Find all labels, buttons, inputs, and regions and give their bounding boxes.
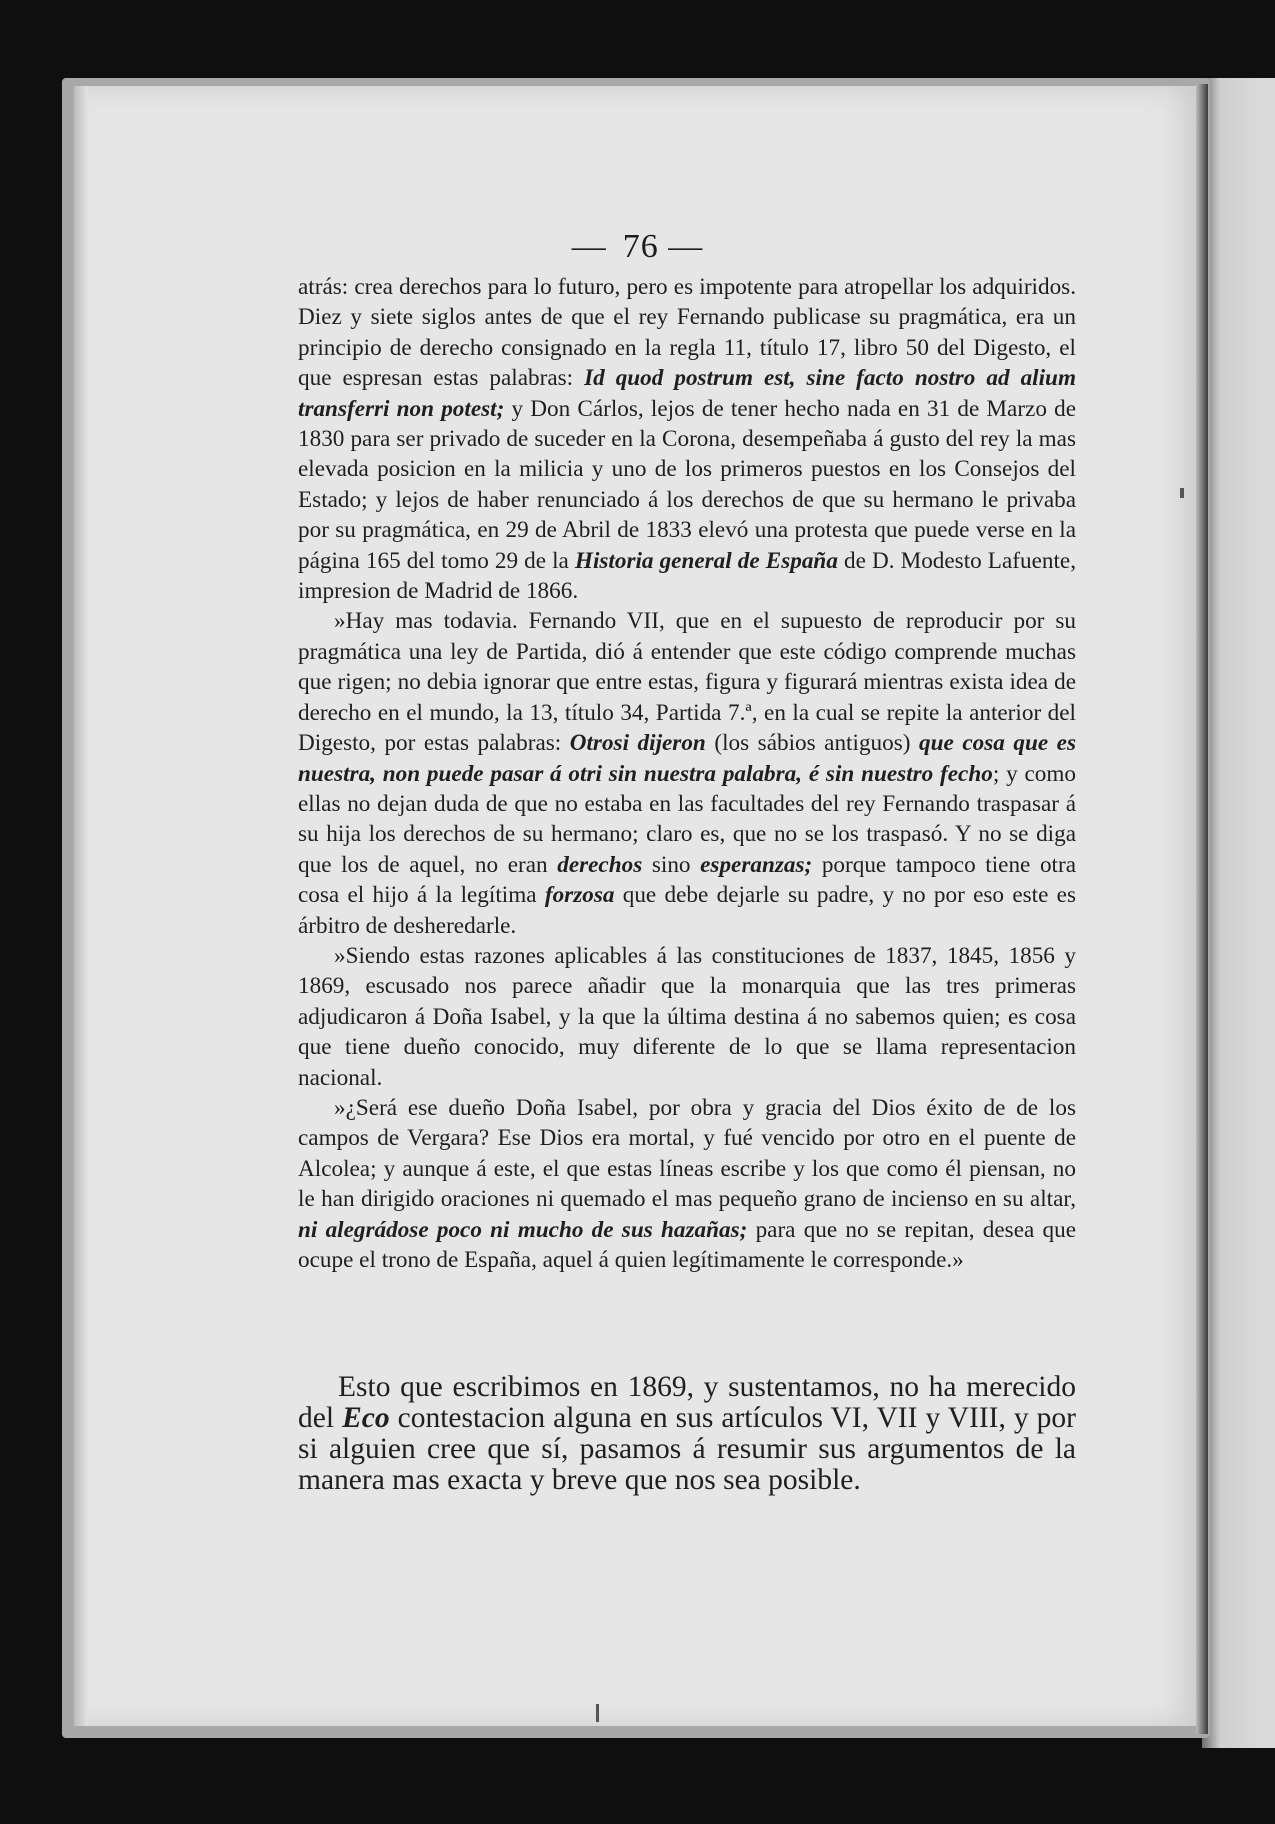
italic-phrase: ni alegrádose poco ni mucho de sus hazañas;	[298, 1216, 748, 1243]
page-number: — 76 —	[571, 228, 704, 265]
text-run: atrás: crea derechos para lo futuro, pero es impotente para atropellar los adquiridos. Diez y siete siglos antes de que el rey Fernando publicase su pragmática, era un principio de derecho consignado en la regla 11, título 17, libro 50 del Digesto, el que espresan estas palabras:	[298, 274, 1076, 392]
text-run: de D. Modesto Lafuente, impresion de Madrid de 1866.	[298, 547, 1076, 605]
text-run: porque tampoco tiene otra cosa el hijo á la legítima	[298, 851, 1077, 909]
text-run: y Don Cárlos, lejos de tener hecho nada en 31 de Marzo de 1830 para ser privado de suceder en la Corona, desempeñaba á gusto del rey la mas elevada posicion en la milicia y uno de los primeros puestos en los Consejos del Estado; y lejos de haber renunciado á los derechos de que su hermano le privaba por su pragmática, en 29 de Abril de 1833 elevó una protesta que puede verse en la página 165 del tomo 29 de la	[298, 395, 1076, 574]
text-run: »Siendo estas razones aplicables á las constituciones de 1837, 1845, 1856 y 1869, escusado nos parece añadir que la monarquia que las tres primeras adjudicaron á Doña Isabel, y la que la última destina á no sabemos quien; es cosa que tiene dueño conocido, muy diferente de lo que se llama representacion nacional.	[298, 942, 1076, 1091]
text-run: para que no se repitan, desea que ocupe el trono de España, aquel á quien legítimamente le corresponde.»	[298, 1216, 1076, 1273]
text-run: Esto que escribimos en 1869, y sustentamos, no ha merecido del	[298, 1371, 1076, 1434]
italic-phrase: Historia general de España	[574, 547, 838, 574]
paragraph	[298, 941, 1076, 1093]
page-number-value: 76	[622, 228, 659, 265]
facing-page-edge	[1202, 78, 1275, 1748]
italic-phrase: forzosa	[544, 882, 615, 909]
book-gutter	[1196, 84, 1208, 1734]
text-run: que debe dejarle su padre, y no por eso este es árbitro de desheredarle.	[298, 882, 1077, 939]
paragraph	[298, 606, 1076, 940]
italic-phrase: Id quod postrum est, sine facto nostro ad alium transferri non potest;	[298, 365, 1076, 422]
paragraph	[298, 272, 1076, 606]
text-run: (los sábios antiguos)	[705, 730, 920, 757]
text-run: »Hay mas todavia. Fernando VII, que en el supuesto de reproducir por su pragmática una ley de Partida, dió á entender que este código comprende muchas que rigen; no debia ignorar que entre estas, figura y figurará mientras exista idea de derecho en el mundo, la 13, título 34, Partida 7.ª, en la cual se repite la anterior del Digesto, por estas palabras:	[298, 608, 1076, 757]
italic-phrase: que cosa que es nuestra, non puede pasar á otri sin nuestra palabra, é sin nuestro fecho	[298, 730, 1076, 787]
italic-phrase: Eco	[342, 1402, 390, 1434]
page-left-edge	[74, 86, 88, 1726]
italic-phrase: Otrosi dijeron	[569, 730, 706, 757]
text-run: sino	[642, 851, 701, 878]
scan-speck	[1180, 488, 1184, 498]
italic-phrase: esperanzas;	[700, 851, 813, 878]
text-run: ; y como ellas no dejan duda de que no estaba en las facultades del rey Fernando traspasar á su hija los derechos de su hermano; claro es, que no se los traspasó. Y no se diga que los de aquel, no eran	[298, 760, 1076, 878]
paragraph	[298, 1093, 1076, 1275]
scan-speck	[596, 1704, 599, 1722]
text-run: »¿Será ese dueño Doña Isabel, por obra y gracia del Dios éxito de de los campos de Vergara? Ese Dios era mortal, y fué vencido por otro en el puente de Alcolea; y aunque á este, el que estas líneas escribe y los que como él piensan, no le han dirigido oraciones ni quemado el mas pequeño grano de incienso en su altar,	[298, 1094, 1076, 1213]
closing-paragraph	[298, 1372, 1076, 1496]
text-run: contestacion alguna en sus artículos VI, VII y VIII, y por si alguien cree que sí, pasamos á resumir sus argumentos de la manera mas exacta y breve que nos sea posible.	[298, 1402, 1076, 1496]
italic-phrase: derechos	[557, 851, 643, 878]
body-text	[298, 272, 1076, 1275]
closing-text	[298, 1372, 1076, 1496]
